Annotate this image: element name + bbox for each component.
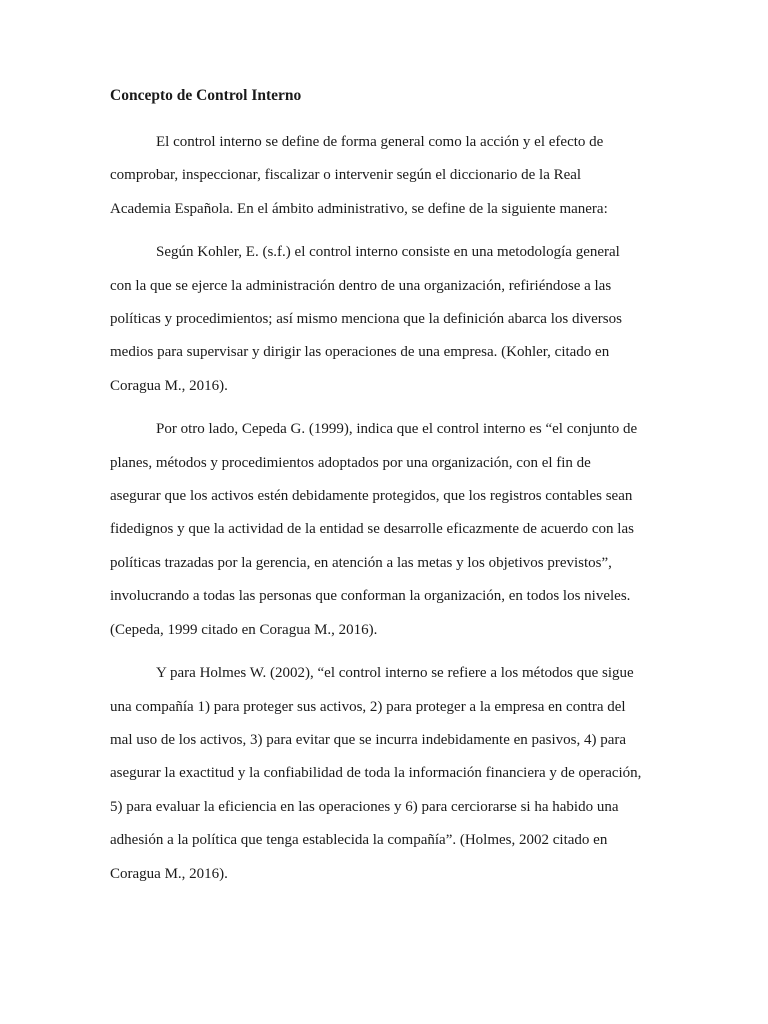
paragraph-3 [110,413,658,647]
paragraph-1 [110,126,658,226]
paragraph-line: fidedignos y que la actividad de la entidad se desarrolle eficazmente de acuerdo con las [110,521,634,538]
paragraph-line: con la que se ejerce la administración dentro de una organización, refiriéndose a las [110,277,612,294]
paragraph-4 [110,657,658,891]
paragraph-line: planes, métodos y procedimientos adoptados por una organización, con el fin de [110,454,591,471]
paragraph-line: mal uso de los activos, 3) para evitar que se incurra indebidamente en pasivos, 4) para [110,731,627,748]
paragraph-line: medios para supervisar y dirigir las operaciones de una empresa. (Kohler, citado en [110,344,610,361]
paragraph-line: políticas trazadas por la gerencia, en atención a las metas y los objetivos previstos”, [110,554,612,571]
paragraph-line: involucrando a todas las personas que conforman la organización, en todos los niveles. [110,588,631,605]
paragraph-line: El control interno se define de forma general como la acción y el efecto de [156,134,604,150]
paragraph-line: (Cepeda, 1999 citado en Coragua M., 2016). [110,621,378,638]
paragraph-line: Y para Holmes W. (2002), “el control interno se refiere a los métodos que sigue [156,665,634,682]
document-body [110,126,658,891]
document-content [110,82,658,901]
paragraph-line: políticas y procedimientos; así mismo menciona que la definición abarca los diversos [110,311,622,328]
paragraph-line: Academia Española. En el ámbito administrativo, se define de la siguiente manera: [110,200,608,217]
paragraph-line: asegurar que los activos estén debidamente protegidos, que los registros contables sean [110,488,633,505]
paragraph-2 [110,236,658,403]
paragraph-line: Coragua M., 2016). [110,865,228,882]
paragraph-line: adhesión a la política que tenga establecida la compañía”. (Holmes, 2002 citado en [110,832,608,849]
paragraph-line: una compañía 1) para proteger sus activos, 2) para proteger a la empresa en contra del [110,698,626,715]
paragraph-line: comprobar, inspeccionar, fiscalizar o intervenir según el diccionario de la Real [110,167,582,184]
document-title: Concepto de Control Interno [110,87,302,104]
paragraph-line: 5) para evaluar la eficiencia en las operaciones y 6) para cerciorarse si ha habido una [110,798,619,815]
paragraph-line: Coragua M., 2016). [110,377,228,394]
paragraph-line: asegurar la exactitud y la confiabilidad de toda la información financiera y de operación, [110,765,642,782]
paragraph-line: Por otro lado, Cepeda G. (1999), indica que el control interno es “el conjunto de [156,421,638,438]
paragraph-line: Según Kohler, E. (s.f.) el control interno consiste en una metodología general [156,244,620,261]
